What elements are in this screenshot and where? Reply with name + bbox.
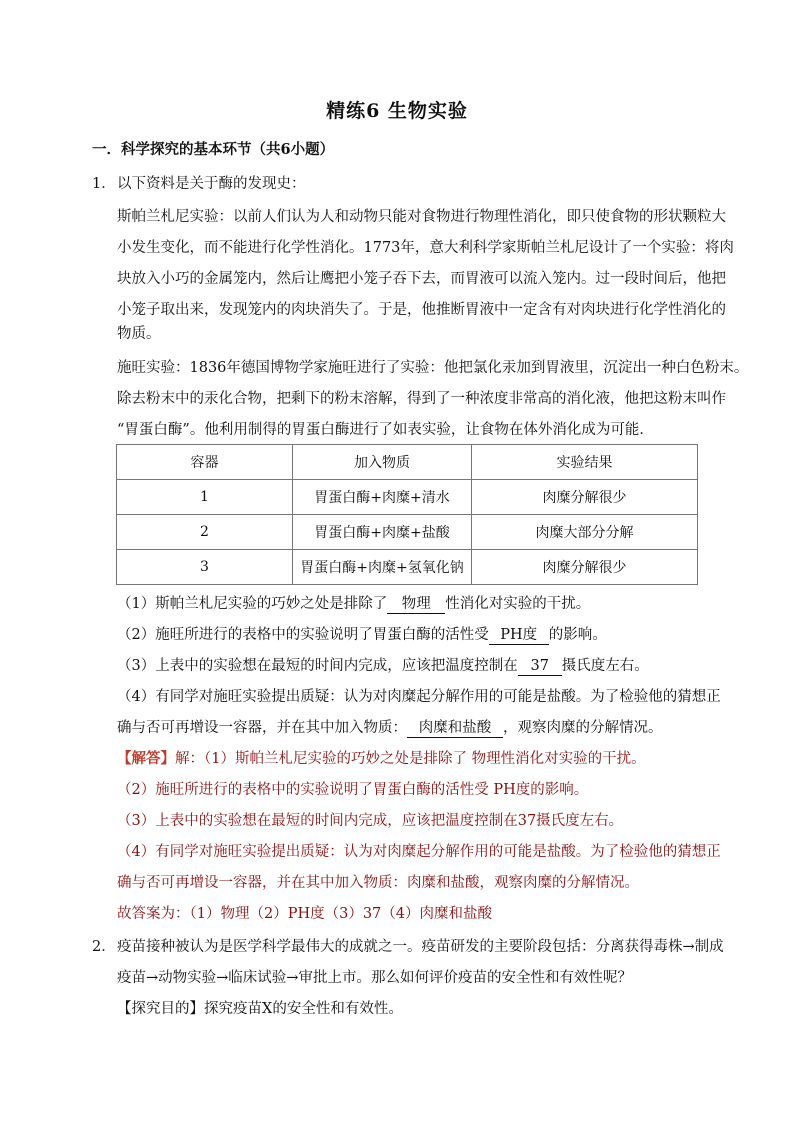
question-2-line: 【探究目的】探究疫苗X的安全性和有效性。 [117,1001,403,1017]
answer-tag: 【解答】 [117,750,175,767]
table-row [117,550,698,585]
table-cell: 肉糜分解很少 [472,480,698,515]
sub-question-2 [117,625,607,645]
table-header-row [117,445,698,480]
table-cell: 1 [117,480,293,515]
sub-question-text: 性消化对实验的干扰。 [445,596,591,612]
table-header: 容器 [117,445,293,480]
sub-question-text: ，观察肉糜的分解情况。 [503,720,663,736]
final-answer: 故答案为：（1）物理（2）PH度（3）37（4）肉糜和盐酸 [117,906,493,922]
table-cell: 胃蛋白酶+肉糜+氢氧化钠 [293,550,472,585]
answer-line: （2）施旺所进行的表格中的实验说明了胃蛋白酶的活性受 PH度的影响。 [117,782,589,798]
answer-line: （3）上表中的实验想在最短的时间内完成，应该把温度控制在37摄氏度左右。 [117,813,624,829]
paragraph-line: 小发生变化，而不能进行化学性消化。1773年，意大利科学家斯帕兰札尼设计了一个实验：将肉 [117,240,734,256]
question-1-number: 1． [92,176,116,192]
paragraph-line: 除去粉末中的汞化合物，把剩下的粉末溶解，得到了一种浓度非常高的消化液，他把这粉末叫作 [117,391,726,407]
paragraph-line: “胃蛋白酶”。他利用制得的胃蛋白酶进行了如表实验，让食物在体外消化成为可能． [117,422,654,438]
answer-blank: PH度 [489,626,549,645]
paragraph-line: 块放入小巧的金属笼内，然后让鹰把小笼子吞下去，而胃液可以流入笼内。过一段时间后，他把 [117,271,726,287]
answer-line: 确与否可再增设一容器，并在其中加入物质：肉糜和盐酸，观察肉糜的分解情况。 [117,875,639,891]
sub-question-4-cont [117,718,663,738]
question-2-line: 疫苗→动物实验→临床试验→审批上市。那么如何评价疫苗的安全性和有效性呢？ [117,970,632,986]
paragraph-line: 物质。 [117,326,161,342]
answer-blank: 物理 [387,595,445,614]
table-header: 实验结果 [472,445,698,480]
paragraph-line: 斯帕兰札尼实验：以前人们认为人和动物只能对食物进行物理性消化，即只使食物的形状颗粒大 [117,209,726,225]
sub-question-text: （1）斯帕兰札尼实验的巧妙之处是排除了 [117,596,388,612]
sub-question-text: 摄氏度左右。 [561,658,649,674]
page-title: 精练6 生物实验 [326,100,468,122]
question-1-intro: 以下资料是关于酶的发现史： [117,176,306,192]
question-2-number: 2． [92,939,116,955]
table-row [117,515,698,550]
paragraph-line: 施旺实验：1836年德国博物学家施旺进行了实验：他把氯化汞加到胃液里，沉淀出一种白色粉末。 [117,360,749,376]
table-row [117,480,698,515]
table-cell: 肉糜分解很少 [472,550,698,585]
sub-question-3 [117,656,649,676]
table-cell: 胃蛋白酶+肉糜+盐酸 [293,515,472,550]
answer-line: （4）有同学对施旺实验提出质疑：认为对肉糜起分解作用的可能是盐酸。为了检验他的猜想正 [117,844,721,860]
sub-question-text: （3）上表中的实验想在最短的时间内完成，应该把温度控制在 [117,658,518,674]
table-cell: 胃蛋白酶+肉糜+清水 [293,480,472,515]
question-2-line: 疫苗接种被认为是医学科学最伟大的成就之一。疫苗研发的主要阶段包括：分离获得毒株→制成 [117,939,724,955]
sub-question-text: 的影响。 [548,627,607,643]
experiment-table [116,444,698,585]
answer-blank: 肉糜和盐酸 [407,719,503,738]
sub-question-1 [117,594,590,614]
sub-question-text: （2）施旺所进行的表格中的实验说明了胃蛋白酶的活性受 [117,627,489,643]
sub-question-text: 确与否可再增设一容器，并在其中加入物质： [117,720,407,736]
paragraph-line: 小笼子取出来，发现笼内的肉块消失了。于是，他推断胃液中一定含有对肉块进行化学性消化的 [117,302,726,318]
table-cell: 肉糜大部分分解 [472,515,698,550]
table-cell: 3 [117,550,293,585]
answer-text: 解：（1）斯帕兰札尼实验的巧妙之处是排除了 物理性消化对实验的干扰。 [175,751,646,767]
table-header: 加入物质 [293,445,472,480]
answer-line [117,749,646,769]
sub-question-4: （4）有同学对施旺实验提出质疑：认为对肉糜起分解作用的可能是盐酸。为了检验他的猜想正 [117,689,721,705]
table-cell: 2 [117,515,293,550]
answer-blank: 37 [518,657,562,676]
section-heading: 一．科学探究的基本环节（共6小题） [92,141,335,158]
